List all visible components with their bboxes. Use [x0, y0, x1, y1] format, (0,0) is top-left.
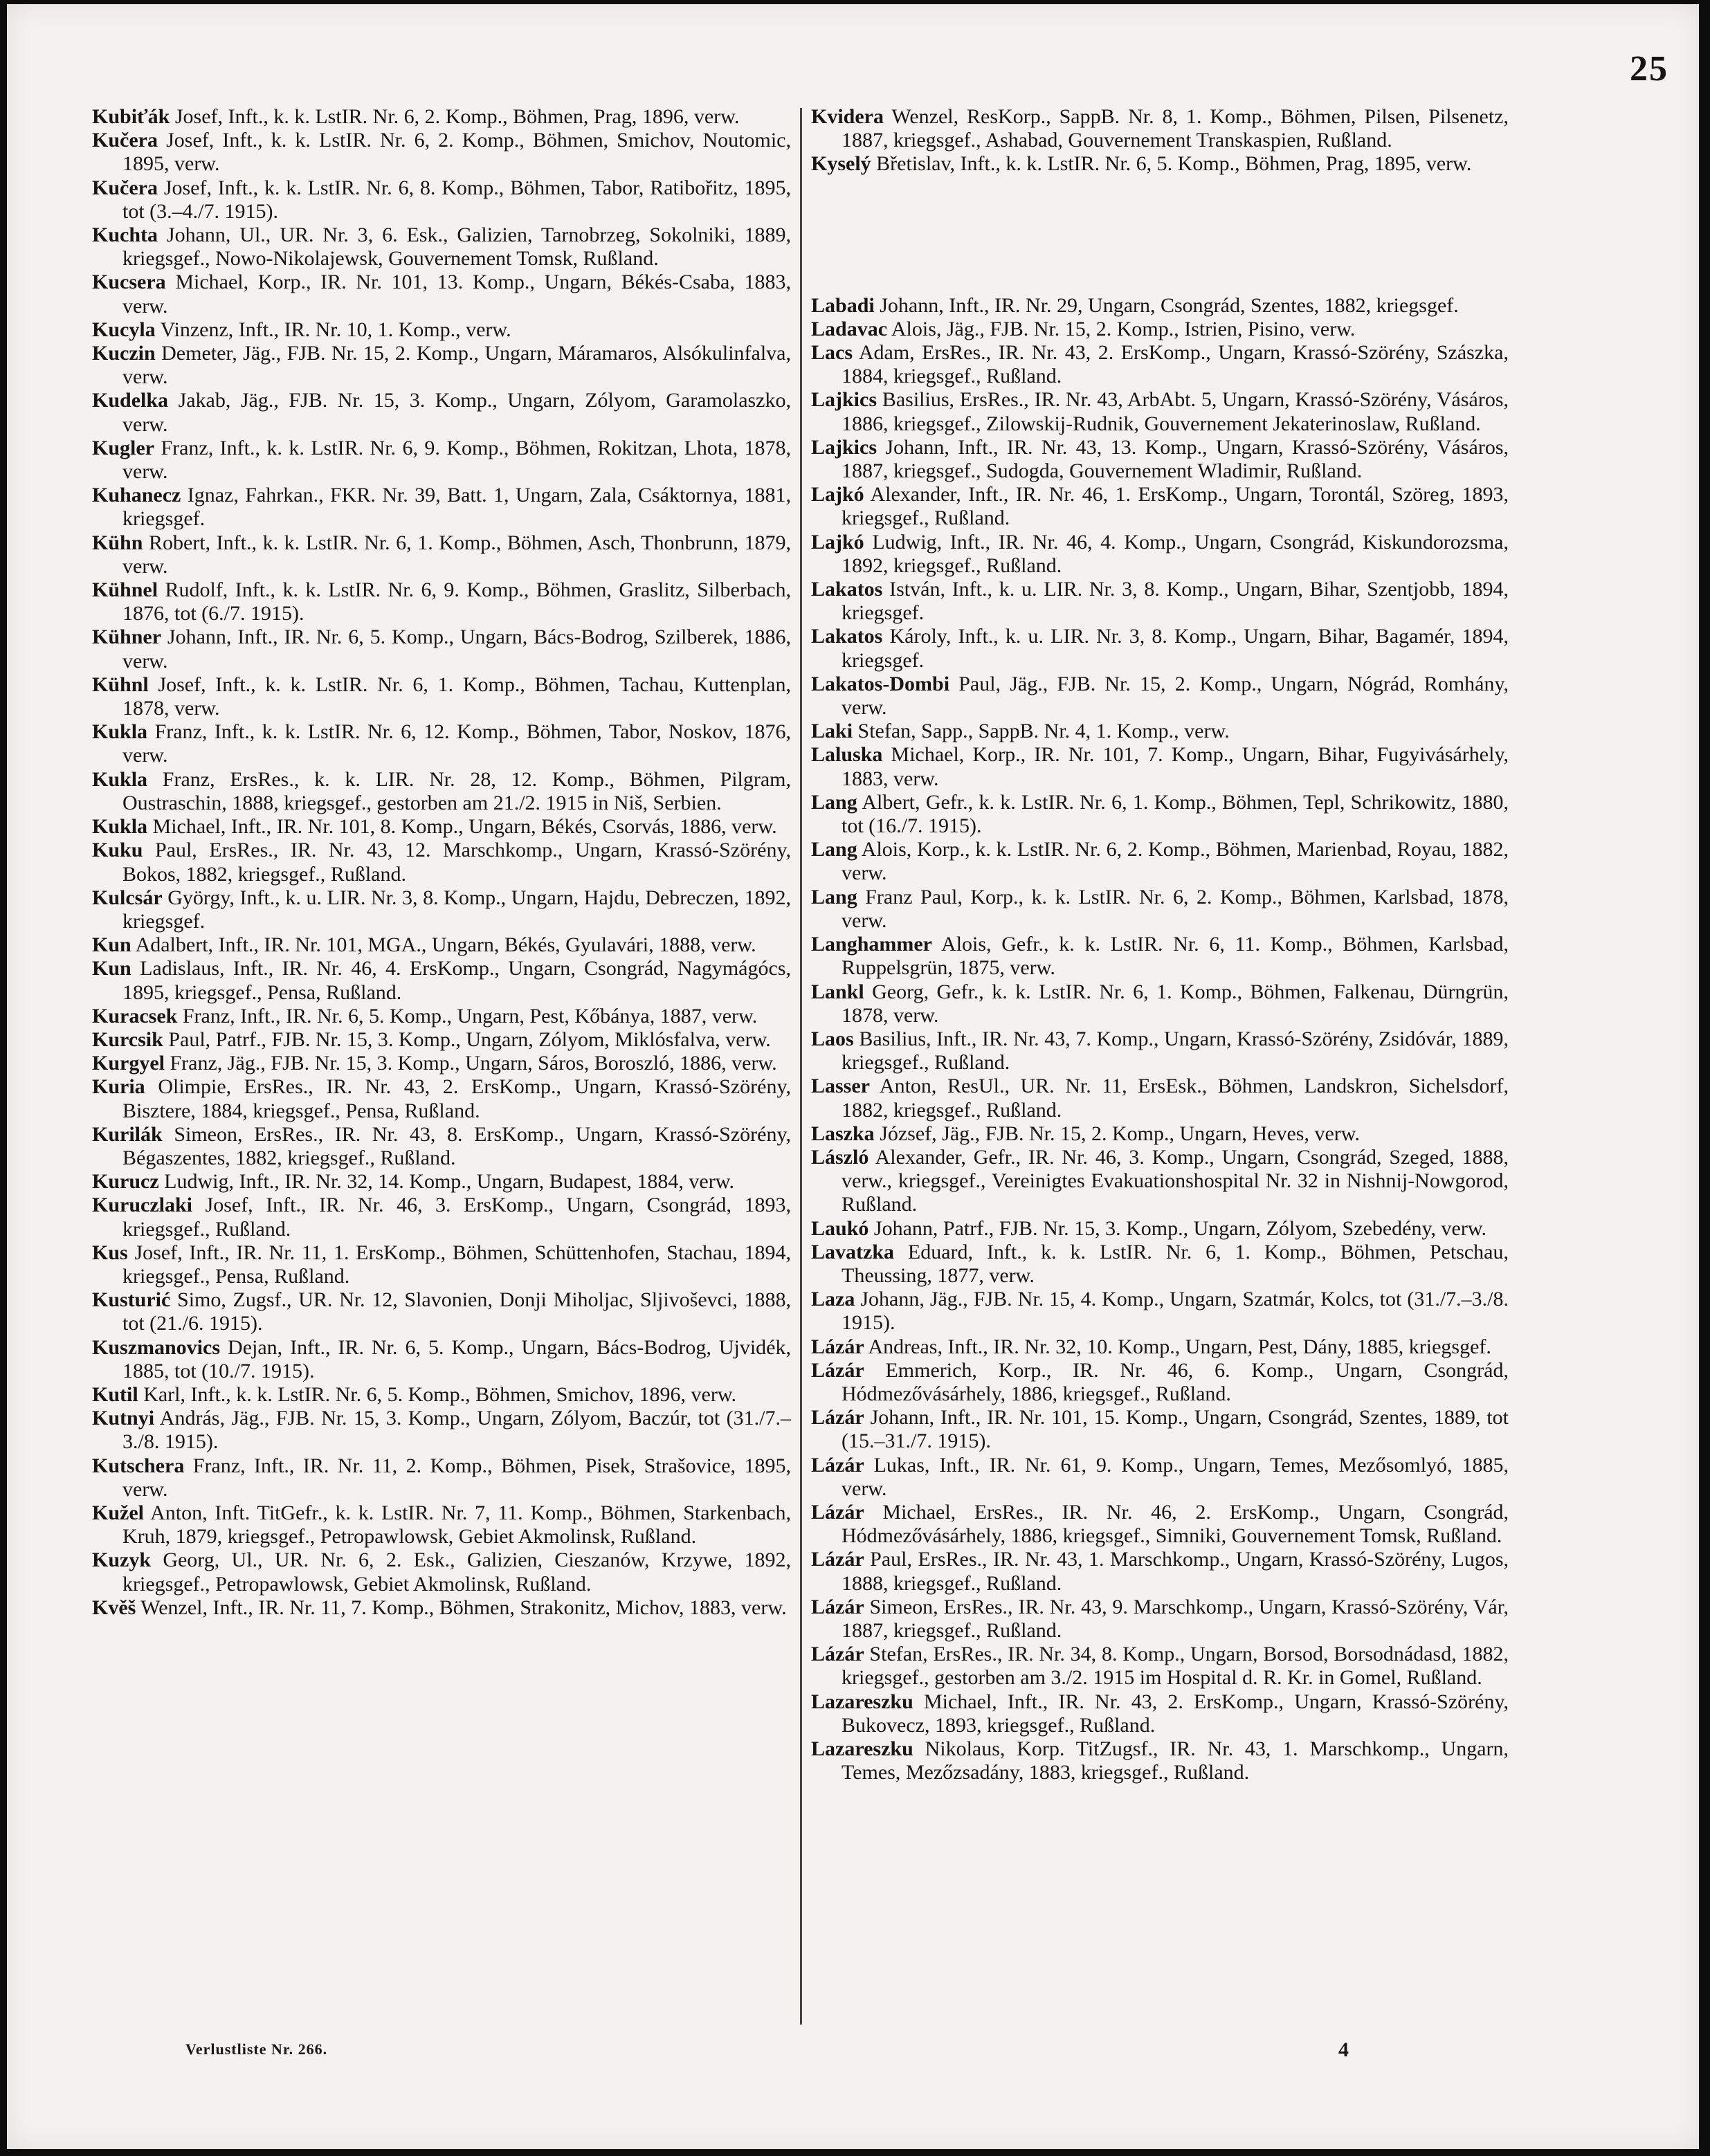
entry-details: Jakab, Jäg., FJB. Nr. 15, 3. Komp., Ungarn, Zólyom, Garamolaszko, verw.	[122, 389, 791, 436]
entry-surname: Kuszmanovics	[92, 1335, 221, 1359]
entry-details: Adalbert, Inft., IR. Nr. 101, MGA., Ungarn, Békés, Gyulavári, 1888, verw.	[135, 933, 756, 957]
casualty-entry	[811, 578, 1509, 625]
entry-surname: Kun	[92, 933, 131, 957]
casualty-entry	[811, 1288, 1509, 1335]
entry-surname: Kyselý	[811, 152, 871, 176]
entry-details: Johann, Inft., IR. Nr. 6, 5. Komp., Ungarn, Bács-Bodrog, Szilberek, 1886, verw.	[122, 625, 791, 673]
casualty-entry	[811, 341, 1509, 388]
entry-surname: Kun	[92, 957, 131, 980]
casualty-entry	[811, 1241, 1509, 1288]
entry-details: Paul, ErsRes., IR. Nr. 43, 12. Marschkomp., Ungarn, Krassó-Szörény, Bokos, 1882, kriegsgef., Rußland.	[122, 839, 791, 886]
casualty-entry	[92, 1407, 791, 1454]
entry-surname: Kvidera	[811, 105, 884, 128]
entry-surname: Ladavac	[811, 317, 888, 340]
entry-surname: Lajkó	[811, 530, 864, 554]
casualty-entry	[811, 483, 1509, 530]
right-k-entry-list	[811, 105, 1509, 176]
entry-surname: Kuku	[92, 839, 143, 862]
entry-details: Olimpie, ErsRes., IR. Nr. 43, 2. ErsKomp., Ungarn, Krassó-Szörény, Bisztere, 1884, kriegsgef., Pensa, Rußland.	[122, 1075, 791, 1122]
casualty-entry	[811, 531, 1509, 578]
entry-surname: Laza	[811, 1288, 855, 1311]
entry-details: Johann, Patrf., FJB. Nr. 15, 3. Komp., Ungarn, Zólyom, Szebedény, verw.	[873, 1216, 1487, 1240]
casualty-entry	[811, 1122, 1509, 1146]
entry-details: Paul, Jäg., FJB. Nr. 15, 2. Komp., Ungarn, Nógrád, Romhány, verw.	[842, 672, 1509, 720]
entry-surname: Lajkó	[811, 483, 864, 506]
entry-details: Károly, Inft., k. u. LIR. Nr. 3, 8. Komp., Ungarn, Bihar, Bagamér, 1894, kriegsgef.	[842, 625, 1509, 672]
casualty-entry	[92, 271, 791, 318]
casualty-entry	[92, 1336, 791, 1383]
left-column	[92, 105, 791, 2112]
entry-details: Adam, ErsRes., IR. Nr. 43, 2. ErsKomp., Ungarn, Krassó-Szörény, Szászka, 1884, kriegsgef., Rußland.	[842, 341, 1509, 388]
casualty-entry	[811, 1027, 1509, 1075]
casualty-entry	[92, 437, 791, 484]
entry-details: Johann, Inft., IR. Nr. 29, Ungarn, Csongrád, Szentes, 1882, kriegsgef.	[880, 293, 1459, 317]
entry-surname: Lacs	[811, 341, 853, 365]
casualty-entry	[92, 318, 791, 342]
entry-surname: Lakatos	[811, 578, 883, 601]
casualty-entry	[811, 980, 1509, 1027]
casualty-entry	[811, 1690, 1509, 1737]
entry-details: György, Inft., k. u. LIR. Nr. 3, 8. Komp., Ungarn, Hajdu, Debreczen, 1892, kriegsgef.	[122, 886, 791, 933]
entry-details: Ludwig, Inft., IR. Nr. 46, 4. Komp., Ungarn, Csongrád, Kiskundorozsma, 1892, kriegsgef., Rußland.	[842, 530, 1509, 577]
casualty-entry	[92, 673, 791, 720]
casualty-entry	[92, 1123, 791, 1170]
entry-details: Anton, Inft. TitGefr., k. k. LstIR. Nr. 7, 11. Komp., Böhmen, Starkenbach, Kruh, 1879, kriegsgef., Petropawlowsk, Gebiet Akmolinsk, Rußland.	[122, 1501, 791, 1549]
casualty-entry	[811, 388, 1509, 435]
entry-details: Basilius, ErsRes., IR. Nr. 43, ArbAbt. 5, Ungarn, Krassó-Szörény, Vásáros, 1886, kriegsgef., Zilowskij-Rudnik, Gouvernement Jekaterinoslaw, Rußland.	[842, 388, 1509, 435]
entry-surname: Lang	[811, 838, 857, 861]
entry-surname: Kuruczlaki	[92, 1194, 193, 1217]
casualty-entry	[92, 1170, 791, 1194]
entry-details: Alois, Korp., k. k. LstIR. Nr. 6, 2. Komp., Böhmen, Marienbad, Royau, 1882, verw.	[842, 838, 1509, 885]
page-number: 25	[1630, 49, 1668, 89]
casualty-entry	[92, 720, 791, 767]
casualty-entry	[811, 105, 1509, 152]
entry-surname: Kühn	[92, 531, 143, 554]
entry-details: Demeter, Jäg., FJB. Nr. 15, 2. Komp., Ungarn, Máramaros, Alsókulinfalva, verw.	[122, 342, 791, 389]
right-l-entry-list	[811, 294, 1509, 1785]
casualty-entry	[811, 152, 1509, 176]
entry-surname: Lazareszku	[811, 1690, 913, 1713]
entry-surname: Lajkics	[811, 435, 877, 459]
entry-surname: Kurilák	[92, 1122, 163, 1146]
entry-surname: Kučera	[92, 176, 158, 199]
casualty-entry	[92, 1052, 791, 1075]
entry-surname: Lázár	[811, 1406, 864, 1429]
entry-details: Georg, Ul., UR. Nr. 6, 2. Esk., Galizien, Cieszanów, Krzywe, 1892, kriegsgef., Petropawlowsk, Gebiet Akmolinsk, Rußland.	[122, 1549, 791, 1596]
entry-details: Simeon, ErsRes., IR. Nr. 43, 8. ErsKomp., Ungarn, Krassó-Szörény, Bégaszentes, 1882, kriegsgef., Rußland.	[122, 1122, 791, 1169]
entry-surname: Kuhanecz	[92, 484, 181, 507]
casualty-entry	[811, 720, 1509, 743]
entry-surname: Kuria	[92, 1075, 145, 1099]
entry-surname: Laluska	[811, 743, 883, 767]
entry-details: Michael, Korp., IR. Nr. 101, 13. Komp., Ungarn, Békés-Csaba, 1883, verw.	[122, 271, 791, 318]
casualty-entry	[92, 129, 791, 176]
casualty-entry	[811, 886, 1509, 933]
entry-surname: Lázár	[811, 1500, 864, 1524]
casualty-entry	[811, 1454, 1509, 1501]
entry-surname: Kus	[92, 1241, 128, 1264]
casualty-entry	[92, 768, 791, 815]
sheet-number: 4	[1338, 2038, 1349, 2061]
casualty-entry	[92, 839, 791, 886]
entry-surname: Kugler	[92, 436, 154, 459]
entry-details: Basilius, Inft., IR. Nr. 43, 7. Komp., Ungarn, Krassó-Szörény, Zsidóvár, 1889, kriegsgef., Rußland.	[842, 1027, 1509, 1075]
entry-surname: Kutnyi	[92, 1407, 155, 1430]
entry-surname: Kužel	[92, 1501, 144, 1524]
section-gap	[811, 176, 1509, 294]
casualty-entry	[811, 1596, 1509, 1643]
entry-surname: Kusturić	[92, 1288, 171, 1312]
casualty-entry	[92, 933, 791, 957]
entry-surname: Lang	[811, 885, 857, 908]
entry-details: Johann, Jäg., FJB. Nr. 15, 4. Komp., Ungarn, Szatmár, Kolcs, tot (31./7.–3./8. 1915).	[842, 1288, 1509, 1335]
casualty-entry	[811, 838, 1509, 885]
entry-details: István, Inft., k. u. LIR. Nr. 3, 8. Komp., Ungarn, Bihar, Szentjobb, 1894, kriegsgef.	[842, 578, 1509, 625]
entry-surname: Labadi	[811, 293, 875, 317]
casualty-entry	[811, 1217, 1509, 1241]
entry-details: Josef, Inft., k. k. LstIR. Nr. 6, 8. Komp., Böhmen, Tabor, Ratibořitz, 1895, tot (3.–4./7. 1915).	[122, 176, 791, 223]
casualty-entry	[92, 1454, 791, 1501]
footer-signature: Verlustliste Nr. 266.	[185, 2040, 328, 2058]
casualty-entry	[92, 1596, 791, 1620]
casualty-entry	[811, 318, 1509, 341]
entry-details: Ignaz, Fahrkan., FKR. Nr. 39, Batt. 1, Ungarn, Zala, Csáktornya, 1881, kriegsgef.	[122, 484, 791, 531]
entry-details: Wenzel, Inft., IR. Nr. 11, 7. Komp., Böhmen, Strakonitz, Michov, 1883, verw.	[140, 1596, 787, 1619]
entry-details: Johann, Inft., IR. Nr. 43, 13. Komp., Ungarn, Krassó-Szörény, Vásáros, 1887, kriegsgef., Sudogda, Gouvernement Wladimir, Rußland.	[842, 435, 1509, 483]
casualty-entry	[811, 933, 1509, 980]
column-divider	[800, 108, 802, 2025]
casualty-entry	[92, 1075, 791, 1122]
entry-surname: Kuchta	[92, 223, 158, 247]
entry-details: Franz, Inft., k. k. LstIR. Nr. 6, 12. Komp., Böhmen, Tabor, Noskov, 1876, verw.	[122, 720, 791, 767]
entry-surname: Laki	[811, 720, 853, 743]
entry-surname: Kučera	[92, 129, 158, 152]
entry-surname: Kubiťák	[92, 105, 170, 128]
entry-details: Břetislav, Inft., k. k. LstIR. Nr. 6, 5. Komp., Böhmen, Prag, 1895, verw.	[876, 152, 1472, 176]
casualty-entry	[92, 1383, 791, 1407]
entry-details: Rudolf, Inft., k. k. LstIR. Nr. 6, 9. Komp., Böhmen, Graslitz, Silberbach, 1876, tot (6./7. 1915).	[122, 578, 791, 625]
entry-surname: Lázár	[811, 1643, 864, 1666]
casualty-entry	[811, 625, 1509, 672]
casualty-entry	[92, 176, 791, 223]
entry-surname: Kühner	[92, 625, 162, 649]
casualty-entry	[811, 743, 1509, 790]
entry-details: Franz, Inft., IR. Nr. 11, 2. Komp., Böhmen, Pisek, Strašovice, 1895, verw.	[122, 1454, 791, 1501]
entry-details: Georg, Gefr., k. k. LstIR. Nr. 6, 1. Komp., Böhmen, Falkenau, Dürngrün, 1878, verw.	[842, 980, 1509, 1027]
casualty-entry	[92, 342, 791, 389]
casualty-entry	[92, 1288, 791, 1335]
entry-surname: Lázár	[811, 1453, 864, 1477]
entry-details: Michael, Korp., IR. Nr. 101, 7. Komp., Ungarn, Bihar, Fugyivásárhely, 1883, verw.	[842, 743, 1509, 790]
entry-details: Michael, Inft., IR. Nr. 101, 8. Komp., Ungarn, Békés, Csorvás, 1886, verw.	[152, 815, 777, 839]
entry-surname: Laos	[811, 1027, 854, 1050]
entry-details: Ladislaus, Inft., IR. Nr. 46, 4. ErsKomp., Ungarn, Csongrád, Nagymágócs, 1895, kriegsgef., Pensa, Rußland.	[122, 957, 791, 1004]
left-entry-list	[92, 105, 791, 1620]
entry-surname: Kutschera	[92, 1454, 185, 1477]
entry-details: Johann, Ul., UR. Nr. 3, 6. Esk., Galizien, Tarnobrzeg, Sokolniki, 1889, kriegsgef., Nowo-Nikolajewsk, Gouvernement Tomsk, Rußland.	[122, 223, 791, 271]
entry-surname: Lang	[811, 790, 857, 814]
entry-details: Josef, Inft., k. k. LstIR. Nr. 6, 2. Komp., Böhmen, Prag, 1896, verw.	[174, 105, 740, 128]
entry-details: Alois, Jäg., FJB. Nr. 15, 2. Komp., Istrien, Pisino, verw.	[891, 317, 1356, 340]
entry-details: Josef, Inft., IR. Nr. 11, 1. ErsKomp., Böhmen, Schüttenhofen, Stachau, 1894, kriegsgef., Pensa, Rußland.	[122, 1241, 791, 1288]
entry-details: Eduard, Inft., k. k. LstIR. Nr. 6, 1. Komp., Böhmen, Petschau, Theussing, 1877, verw.	[842, 1240, 1509, 1287]
entry-surname: Kudelka	[92, 389, 169, 412]
entry-details: Michael, ErsRes., IR. Nr. 46, 2. ErsKomp., Ungarn, Csongrád, Hódmezővásárhely, 1886, kriegsgef., Simniki, Gouvernement Tomsk, Rußland.	[842, 1500, 1509, 1548]
entry-surname: Kulcsár	[92, 886, 163, 909]
entry-details: Lukas, Inft., IR. Nr. 61, 9. Komp., Ungarn, Temes, Mezősomlyó, 1885, verw.	[842, 1453, 1509, 1500]
casualty-entry	[811, 791, 1509, 838]
entry-surname: Lasser	[811, 1075, 870, 1098]
casualty-entry	[811, 436, 1509, 483]
entry-surname: Kurucz	[92, 1170, 159, 1194]
entry-surname: Lakatos	[811, 625, 883, 648]
entry-surname: Kutil	[92, 1382, 138, 1406]
casualty-entry	[811, 294, 1509, 318]
casualty-entry	[92, 886, 791, 933]
casualty-entry	[92, 625, 791, 673]
entry-details: Stefan, ErsRes., IR. Nr. 34, 8. Komp., Ungarn, Borsod, Borsodnádasd, 1882, kriegsgef., gestorben am 3./2. 1915 im Hospital d. R. Kr. in Gomel, Rußland.	[842, 1643, 1509, 1690]
casualty-entry	[92, 1501, 791, 1549]
entry-details: Alexander, Gefr., IR. Nr. 46, 3. Komp., Ungarn, Csongrád, Szeged, 1888, verw., kriegsgef., Vereinigtes Evakuationshospital Nr. 32 in Nishnij-Nowgorod, Rußland.	[842, 1145, 1509, 1216]
entry-surname: Kvěš	[92, 1596, 136, 1619]
entry-details: Stefan, Sapp., SappB. Nr. 4, 1. Komp., verw.	[857, 720, 1230, 743]
entry-surname: Kucsera	[92, 271, 166, 294]
casualty-entry	[811, 1146, 1509, 1217]
casualty-entry	[811, 673, 1509, 720]
entry-surname: Kukla	[92, 767, 148, 791]
entry-details: Franz, ErsRes., k. k. LIR. Nr. 28, 12. Komp., Böhmen, Pilgram, Oustraschin, 1888, kriegsgef., gestorben am 21./2. 1915 in Niš, Serbien.	[122, 767, 791, 814]
entry-details: Wenzel, ResKorp., SappB. Nr. 8, 1. Komp., Böhmen, Pilsen, Pilsenetz, 1887, kriegsgef., Ashabad, Gouvernement Transkaspien, Rußland.	[842, 105, 1509, 152]
entry-details: Karl, Inft., k. k. LstIR. Nr. 6, 5. Komp., Böhmen, Smichov, 1896, verw.	[143, 1382, 737, 1406]
entry-surname: Laukó	[811, 1216, 869, 1240]
entry-details: Nikolaus, Korp. TitZugsf., IR. Nr. 43, 1. Marschkomp., Ungarn, Temes, Mezőzsadány, 1883, kriegsgef., Rußland.	[842, 1737, 1509, 1784]
casualty-entry	[92, 1005, 791, 1028]
entry-surname: Kuracsek	[92, 1004, 178, 1027]
entry-surname: Kühnel	[92, 578, 158, 602]
entry-details: András, Jäg., FJB. Nr. 15, 3. Komp., Ungarn, Zólyom, Baczúr, tot (31./7.–3./8. 1915).	[122, 1407, 791, 1454]
casualty-entry	[92, 105, 791, 129]
entry-surname: Langhammer	[811, 933, 932, 956]
entry-details: Paul, Patrf., FJB. Nr. 15, 3. Komp., Ungarn, Zólyom, Miklósfalva, verw.	[168, 1027, 771, 1051]
entry-details: Robert, Inft., k. k. LstIR. Nr. 6, 1. Komp., Böhmen, Asch, Thonbrunn, 1879, verw.	[122, 531, 791, 578]
entry-details: Josef, Inft., k. k. LstIR. Nr. 6, 1. Komp., Böhmen, Tachau, Kuttenplan, 1878, verw.	[122, 673, 791, 720]
casualty-entry	[92, 484, 791, 531]
entry-details: József, Jäg., FJB. Nr. 15, 2. Komp., Ungarn, Heves, verw.	[880, 1122, 1360, 1145]
casualty-entry	[92, 578, 791, 625]
document-page	[7, 4, 1699, 2149]
casualty-entry	[92, 223, 791, 271]
entry-details: Franz, Jäg., FJB. Nr. 15, 3. Komp., Ungarn, Sáros, Boroszló, 1886, verw.	[170, 1052, 777, 1075]
casualty-entry	[811, 1737, 1509, 1784]
entry-surname: Kurgyel	[92, 1052, 165, 1075]
casualty-entry	[811, 1406, 1509, 1453]
entry-details: Franz, Inft., k. k. LstIR. Nr. 6, 9. Komp., Böhmen, Rokitzan, Lhota, 1878, verw.	[122, 436, 791, 484]
casualty-entry	[92, 389, 791, 436]
entry-details: Simo, Zugsf., UR. Nr. 12, Slavonien, Donji Miholjac, Sljivoševci, 1888, tot (21./6. 1915).	[122, 1288, 791, 1335]
entry-details: Anton, ResUl., UR. Nr. 11, ErsEsk., Böhmen, Landskron, Sichelsdorf, 1882, kriegsgef., Rußland.	[842, 1075, 1509, 1122]
casualty-entry	[811, 1335, 1509, 1359]
entry-details: Alois, Gefr., k. k. LstIR. Nr. 6, 11. Komp., Böhmen, Karlsbad, Ruppelsgrün, 1875, verw.	[842, 933, 1509, 980]
casualty-entry	[92, 815, 791, 839]
entry-surname: Kukla	[92, 815, 148, 839]
entry-details: Dejan, Inft., IR. Nr. 6, 5. Komp., Ungarn, Bács-Bodrog, Ujvidék, 1885, tot (10./7. 1915).	[122, 1335, 791, 1382]
entry-surname: Kukla	[92, 720, 148, 744]
entry-details: Andreas, Inft., IR. Nr. 32, 10. Komp., Ungarn, Pest, Dány, 1885, kriegsgef.	[868, 1335, 1491, 1358]
entry-details: Josef, Inft., IR. Nr. 46, 3. ErsKomp., Ungarn, Csongrád, 1893, kriegsgef., Rußland.	[122, 1194, 791, 1241]
entry-surname: Kurcsik	[92, 1027, 163, 1051]
entry-surname: Kühnl	[92, 673, 149, 696]
entry-details: Emmerich, Korp., IR. Nr. 46, 6. Komp., Ungarn, Csongrád, Hódmezővásárhely, 1886, kriegsgef., Rußland.	[842, 1358, 1509, 1405]
entry-details: Albert, Gefr., k. k. LstIR. Nr. 6, 1. Komp., Böhmen, Tepl, Schrikowitz, 1880, tot (16./7. 1915).	[842, 790, 1509, 838]
casualty-entry	[811, 1548, 1509, 1595]
entry-surname: Laszka	[811, 1122, 875, 1145]
casualty-entry	[92, 1028, 791, 1052]
casualty-entry	[811, 1075, 1509, 1122]
entry-surname: Lázár	[811, 1548, 864, 1571]
entry-details: Ludwig, Inft., IR. Nr. 32, 14. Komp., Ungarn, Budapest, 1884, verw.	[164, 1170, 734, 1194]
right-column	[811, 105, 1509, 2112]
entry-details: Josef, Inft., k. k. LstIR. Nr. 6, 2. Komp., Böhmen, Smichov, Noutomic, 1895, verw.	[122, 129, 791, 176]
entry-surname: Lázár	[811, 1358, 864, 1382]
entry-details: Michael, Inft., IR. Nr. 43, 2. ErsKomp., Ungarn, Krassó-Szörény, Bukovecz, 1893, kriegsgef., Rußland.	[842, 1690, 1509, 1737]
casualty-entry	[92, 1549, 791, 1596]
entry-surname: Lankl	[811, 980, 864, 1003]
entry-details: Franz, Inft., IR. Nr. 6, 5. Komp., Ungarn, Pest, Kőbánya, 1887, verw.	[182, 1004, 758, 1027]
entry-surname: Lajkics	[811, 388, 877, 412]
casualty-entry	[92, 1194, 791, 1241]
entry-details: Simeon, ErsRes., IR. Nr. 43, 9. Marschkomp., Ungarn, Krassó-Szörény, Vár, 1887, kriegsgef., Rußland.	[842, 1595, 1509, 1642]
entry-surname: Lazareszku	[811, 1737, 913, 1760]
entry-surname: Lakatos-Dombi	[811, 672, 950, 695]
entry-details: Paul, ErsRes., IR. Nr. 43, 1. Marschkomp., Ungarn, Krassó-Szörény, Lugos, 1888, kriegsgef., Rußland.	[842, 1548, 1509, 1595]
casualty-entry	[811, 1359, 1509, 1406]
casualty-entry	[92, 1241, 791, 1288]
entry-details: Alexander, Inft., IR. Nr. 46, 1. ErsKomp., Ungarn, Torontál, Szöreg, 1893, kriegsgef., Rußland.	[842, 483, 1509, 530]
casualty-entry	[811, 1643, 1509, 1690]
casualty-entry	[811, 1501, 1509, 1548]
casualty-entry	[92, 531, 791, 578]
entry-details: Franz Paul, Korp., k. k. LstIR. Nr. 6, 2. Komp., Böhmen, Karlsbad, 1878, verw.	[842, 885, 1509, 932]
entry-surname: Kuczin	[92, 342, 156, 365]
entry-surname: Lavatzka	[811, 1240, 894, 1263]
entry-details: Vinzenz, Inft., IR. Nr. 10, 1. Komp., verw.	[160, 318, 511, 341]
entry-details: Johann, Inft., IR. Nr. 101, 15. Komp., Ungarn, Csongrád, Szentes, 1889, tot (15.–31./7. 1915).	[842, 1406, 1509, 1453]
entry-surname: László	[811, 1145, 869, 1169]
casualty-entry	[92, 957, 791, 1004]
entry-surname: Kuzyk	[92, 1549, 152, 1572]
entry-surname: Lázár	[811, 1335, 864, 1358]
entry-surname: Kucyla	[92, 318, 156, 341]
entry-surname: Lázár	[811, 1595, 864, 1618]
